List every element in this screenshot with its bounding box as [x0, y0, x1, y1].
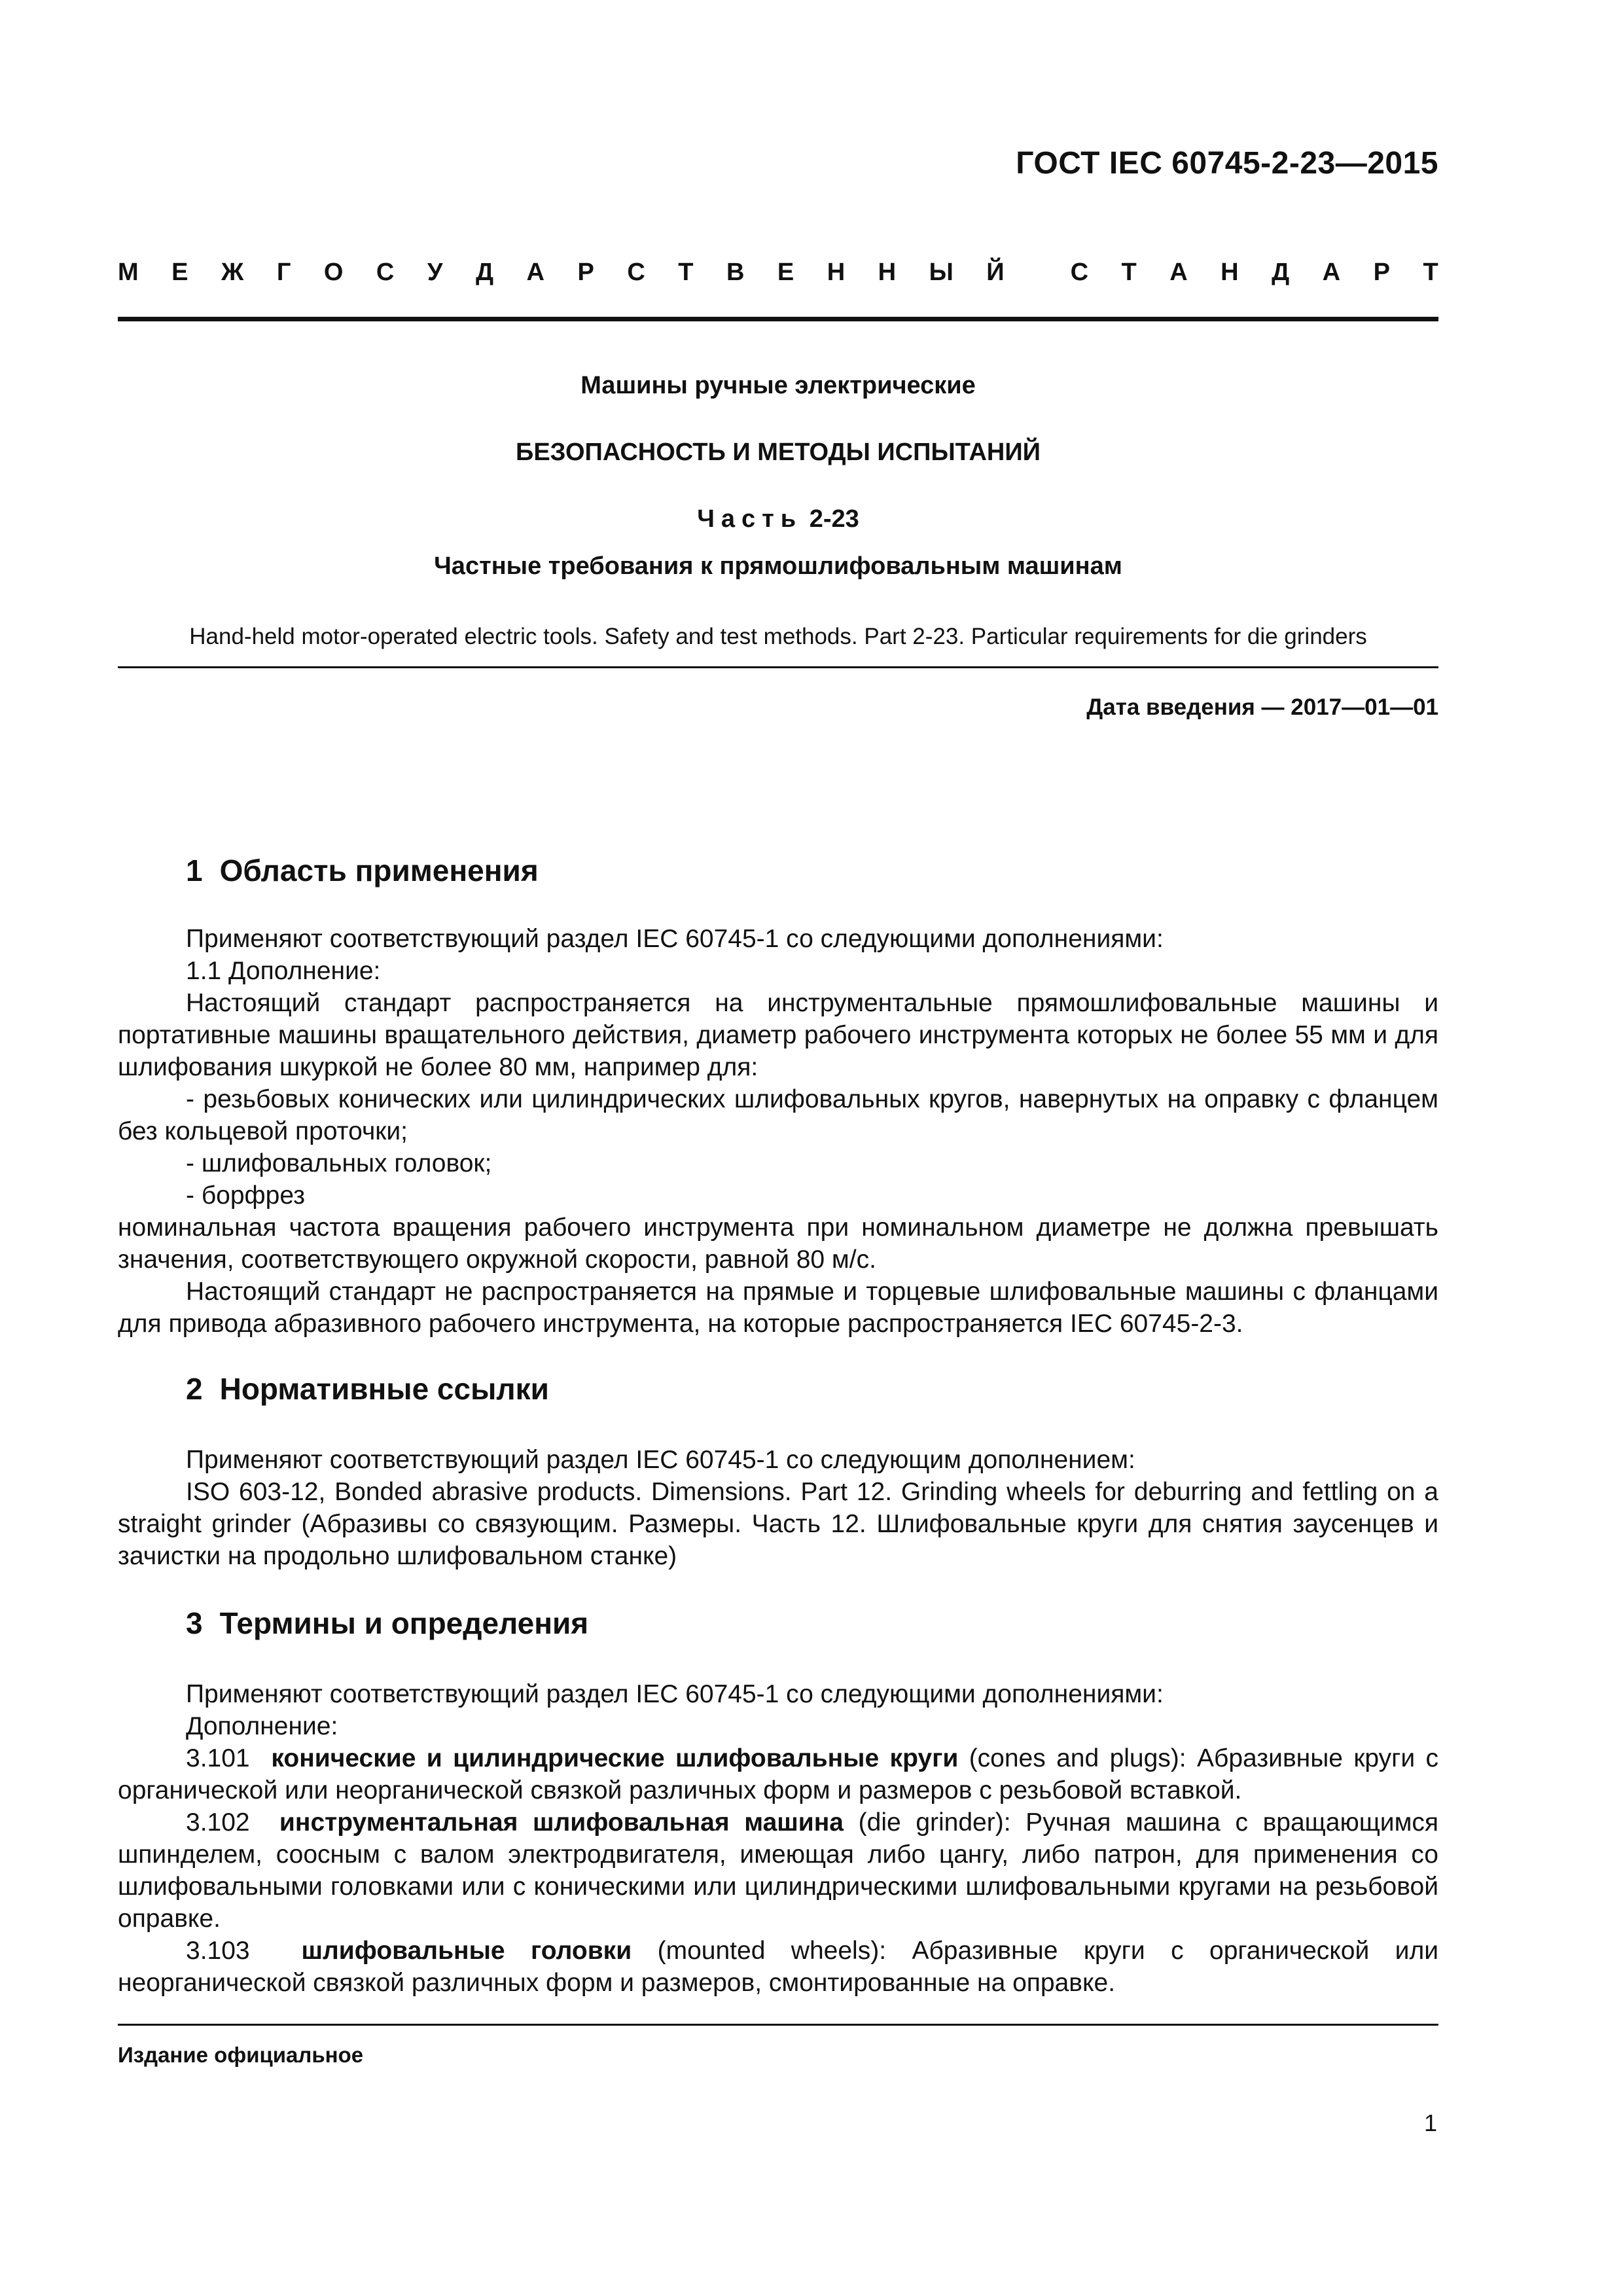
paragraph: Дополнение:	[186, 1712, 338, 1740]
section-body	[118, 1678, 1438, 1999]
official-edition-label: Издание официальное	[118, 2043, 364, 2067]
standard-type-letter: О	[323, 259, 344, 286]
standard-type-letter: У	[427, 259, 443, 286]
standard-type-letter: С	[376, 259, 395, 286]
standard-type-letter: В	[726, 259, 745, 286]
part-heading	[118, 504, 1438, 534]
list-item: - шлифовальных головок;	[186, 1149, 492, 1177]
standard-type-letter: Д	[475, 259, 494, 286]
standard-type-letter: А	[526, 259, 544, 286]
section-number: 2	[186, 1372, 203, 1406]
standard-type-letter: Н	[827, 259, 846, 286]
section-title: Термины и определения	[219, 1606, 589, 1640]
term-definition	[118, 1806, 1438, 1935]
term-text: (die grinder): Ручная машина с вращающимся шпинделем, соосным с валом электродвигателя, имеющая либо цангу, либо патрон, для применения со шлифовальными головками или с коническими или цилиндрическими шлифовальными кругами на резьбовой оправке.	[118, 1808, 1439, 1933]
paragraph: Применяют соответствующий раздел IEC 60745-1 со следующими дополнениями:	[186, 1680, 1164, 1708]
standard-type-letter: Ж	[221, 259, 244, 286]
page-number: 1	[1423, 2109, 1437, 2136]
standard-type-heading	[118, 257, 1438, 288]
paragraph: Применяют соответствующий раздел IEC 60745-1 со следующим дополнением:	[186, 1446, 1135, 1474]
standard-type-letter: А	[1322, 259, 1341, 286]
list-item: - резьбовых конических или цилиндрических шлифовальных кругов, навернутых на оправку с фланцем без кольцевой проточки;	[118, 1085, 1438, 1145]
standard-type-letter: А	[1169, 259, 1188, 286]
paragraph: Применяют соответствующий раздел IEC 60745-1 со следующими дополнениями:	[186, 925, 1164, 953]
list-item: - борфрез	[186, 1181, 306, 1210]
standard-type-letter: Е	[171, 259, 188, 286]
standard-type-letter: С	[627, 259, 645, 286]
title-line-1: Машины ручные электрические	[580, 372, 976, 399]
standard-type-letter: Г	[276, 259, 291, 286]
term-definition	[118, 1935, 1438, 1999]
paragraph: Настоящий стандарт не распространяется на прямые и торцевые шлифовальные машины с фланцами для привода абразивного рабочего инструмента, на которые распространяется IEC 60745-2-3.	[118, 1278, 1438, 1338]
title-line-2: БЕЗОПАСНОСТЬ И МЕТОДЫ ИСПЫТАНИЙ	[516, 439, 1041, 466]
gost-number: ГОСТ IEC 60745-2-23—2015	[1016, 146, 1438, 181]
standard-type-letter: Д	[1272, 259, 1290, 286]
term-name: конические и цилиндрические шлифовальные круги	[271, 1744, 959, 1772]
section-number: 1	[186, 853, 203, 888]
paragraph: номинальная частота вращения рабочего инструмента при номинальном диаметре не должна превышать значения, соответствующего окружной скорости, равной 80 м/с.	[118, 1213, 1438, 1274]
standard-type-letter: Е	[777, 259, 794, 286]
standard-type-letter: Й	[986, 259, 1005, 286]
paragraph: 1.1 Дополнение:	[186, 957, 381, 985]
standard-type-letter: М	[118, 259, 139, 286]
term-number: 3.101	[186, 1744, 250, 1772]
introduction-date: Дата введения — 2017—01—01	[1086, 694, 1438, 720]
standard-type-letter: Н	[878, 259, 897, 286]
term-number: 3.103	[186, 1937, 250, 1965]
title-rule	[118, 666, 1438, 668]
section-heading	[186, 1371, 549, 1407]
section-heading	[186, 1605, 588, 1641]
term-text: (mounted wheels): Абразивные круги с органической или неорганической связкой различных форм и размеров, смонтированные на оправке.	[118, 1937, 1439, 1997]
header-rule	[118, 317, 1438, 321]
standard-type-letter: Ы	[929, 259, 954, 286]
section-heading	[186, 852, 539, 889]
section-number: 3	[186, 1606, 203, 1640]
title-line-4: Частные требования к прямошлифовальным машинам	[434, 552, 1122, 580]
standard-type-letter: Т	[1121, 259, 1137, 286]
term-name: инструментальная шлифовальная машина	[279, 1808, 844, 1837]
part-word: Часть	[697, 505, 803, 533]
standard-type-letter: Н	[1221, 259, 1239, 286]
paragraph: ISO 603-12, Bonded abrasive products. Dimensions. Part 12. Grinding wheels for deburring and fettling on a straight grinder (Абразивы со связующим. Размеры. Часть 12. Шлифовальные круги для снятия заусенцев и зачистки на продольно шлифовальном станке)	[118, 1478, 1438, 1570]
section-body	[118, 923, 1438, 1340]
term-text: (cones and plugs): Абразивные круги с органической или неорганической связкой различных форм и размеров с резьбовой вставкой.	[118, 1744, 1439, 1804]
standard-type-letter: Т	[678, 259, 694, 286]
english-title: Hand-held motor-operated electric tools. Safety and test methods. Part 2-23. Particular requirements for die grinders	[189, 624, 1367, 649]
section-body	[118, 1444, 1438, 1572]
section-title: Нормативные ссылки	[219, 1372, 549, 1406]
term-name: шлифовальные головки	[301, 1937, 632, 1965]
paragraph: Настоящий стандарт распространяется на инструментальные прямошлифовальные машины и портативные машины вращательного действия, диаметр рабочего инструмента которых не более 55 мм и для шлифования шкуркой не более 80 мм, например для:	[118, 989, 1438, 1081]
term-definition	[118, 1742, 1438, 1806]
standard-type-letter: Т	[1423, 259, 1438, 286]
standard-type-letter: Р	[1373, 259, 1390, 286]
term-number: 3.102	[186, 1808, 250, 1837]
section-title: Область применения	[219, 853, 539, 888]
standard-type-letter: С	[1070, 259, 1089, 286]
footer-rule	[118, 2024, 1438, 2026]
standard-type-letter: Р	[577, 259, 594, 286]
part-number: 2-23	[809, 505, 859, 533]
